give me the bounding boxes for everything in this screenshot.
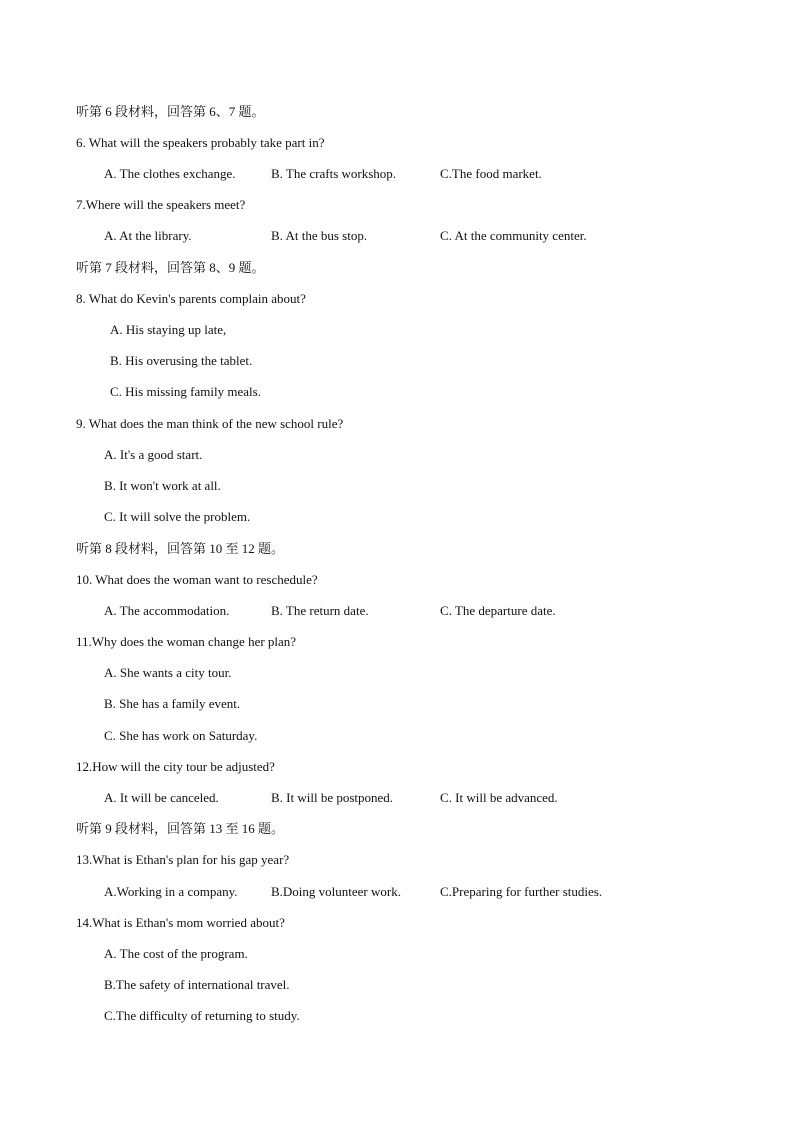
q14-option-b: B.The safety of international travel. xyxy=(104,977,290,992)
question-12: 12.How will the city tour be adjusted? xyxy=(76,759,275,774)
q11-option-b: B. She has a family event. xyxy=(104,696,241,711)
q14-option-c: C.The difficulty of returning to study. xyxy=(104,1008,300,1023)
q7-option-a: A. At the library. xyxy=(104,228,192,243)
section-heading-6: 听第 6 段材料，回答第 6、7 题。 xyxy=(76,104,265,119)
q9-option-a: A. It's a good start. xyxy=(104,447,203,462)
q8-option-b: B. His overusing the tablet. xyxy=(110,353,253,368)
q13-option-b: B.Doing volunteer work. xyxy=(271,884,401,899)
q10-option-b: B. The return date. xyxy=(271,603,369,618)
question-13: 13.What is Ethan's plan for his gap year? xyxy=(76,852,290,867)
q7-option-b: B. At the bus stop. xyxy=(271,228,368,243)
q9-option-c: C. It will solve the problem. xyxy=(104,509,251,524)
q6-option-a: A. The clothes exchange. xyxy=(104,166,236,181)
q10-option-c: C. The departure date. xyxy=(440,603,556,618)
q14-option-a: A. The cost of the program. xyxy=(104,946,248,961)
q8-option-a: A. His staying up late, xyxy=(110,322,227,337)
section-heading-9: 听第 9 段材料，回答第 13 至 16 题。 xyxy=(76,821,285,836)
q11-option-a: A. She wants a city tour. xyxy=(104,665,232,680)
question-6: 6. What will the speakers probably take part in? xyxy=(76,135,325,150)
question-9: 9. What does the man think of the new school rule? xyxy=(76,416,344,431)
question-7: 7.Where will the speakers meet? xyxy=(76,197,246,212)
q7-option-c: C. At the community center. xyxy=(440,228,587,243)
q9-option-b: B. It won't work at all. xyxy=(104,478,221,493)
section-heading-7: 听第 7 段材料，回答第 8、9 题。 xyxy=(76,260,265,275)
q13-option-a: A.Working in a company. xyxy=(104,884,238,899)
question-11: 11.Why does the woman change her plan? xyxy=(76,634,297,649)
q13-option-c: C.Preparing for further studies. xyxy=(440,884,603,899)
q8-option-c: C. His missing family meals. xyxy=(110,384,261,399)
q12-option-a: A. It will be canceled. xyxy=(104,790,219,805)
q10-option-a: A. The accommodation. xyxy=(104,603,230,618)
question-10: 10. What does the woman want to reschedule? xyxy=(76,572,318,587)
question-8: 8. What do Kevin's parents complain about? xyxy=(76,291,306,306)
q6-option-b: B. The crafts workshop. xyxy=(271,166,397,181)
q12-option-c: C. It will be advanced. xyxy=(440,790,558,805)
question-14: 14.What is Ethan's mom worried about? xyxy=(76,915,285,930)
q12-option-b: B. It will be postponed. xyxy=(271,790,394,805)
q6-option-c: C.The food market. xyxy=(440,166,542,181)
q11-option-c: C. She has work on Saturday. xyxy=(104,728,258,743)
section-heading-8: 听第 8 段材料，回答第 10 至 12 题。 xyxy=(76,541,285,556)
